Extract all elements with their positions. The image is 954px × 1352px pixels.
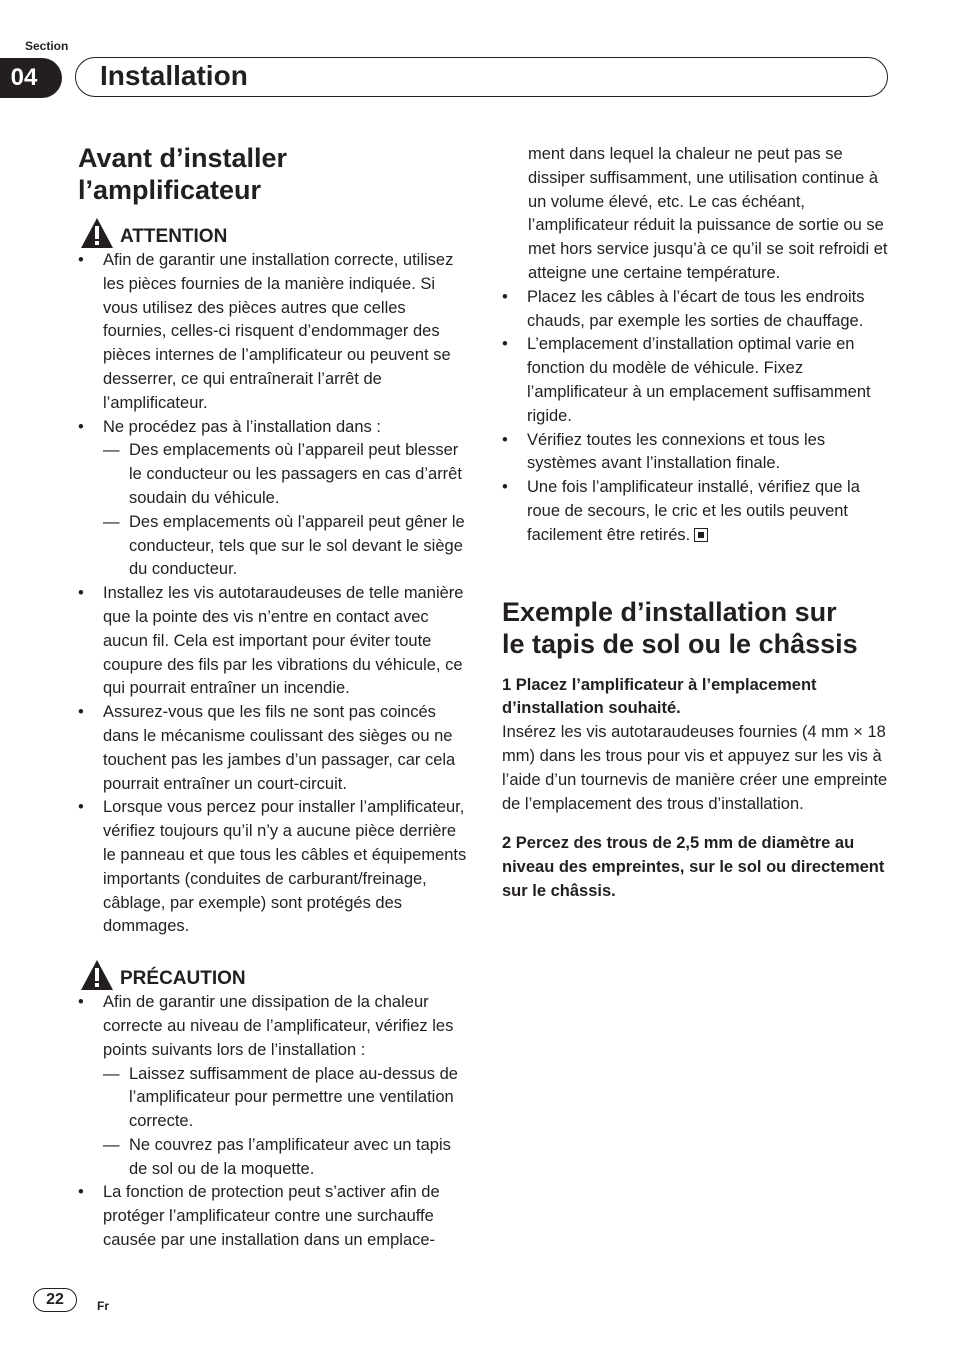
end-of-section-icon xyxy=(694,528,708,542)
list-item xyxy=(502,333,892,428)
attention-list xyxy=(78,249,468,939)
heading-install-example-line1: Exemple d’installation sur xyxy=(502,596,837,627)
section-label: Section xyxy=(25,39,69,53)
left-column xyxy=(78,142,468,1253)
list-item xyxy=(78,701,468,796)
sub-list xyxy=(103,439,468,582)
heading-before-install-line2: l’amplificateur xyxy=(78,175,262,205)
sub-list-item: — Ne couvrez pas l’amplificateur avec un tapis de sol ou de la moquette. xyxy=(103,1134,468,1182)
list-item xyxy=(502,429,892,477)
list-item xyxy=(502,286,892,334)
page-number: 22 xyxy=(33,1288,77,1312)
list-item xyxy=(502,476,892,547)
list-item-text: Ne procédez pas à l’installation dans : xyxy=(103,417,381,436)
list-item-text: L’emplacement d’installation optimal varie en fonction du modèle de véhicule. Fixez l’amplificateur à un emplacement suffisamment rigide. xyxy=(527,335,871,425)
list-item xyxy=(78,796,468,939)
continued-text: ment dans lequel la chaleur ne peut pas se dissiper suffisamment, une utilisation continue à un volume élevé, etc. Le cas échéant, l’amplificateur réduit la puissance de sortie ou se met hors service jusqu’à ce qu’il se soit refroidi et atteigne une certaine température. xyxy=(528,145,888,282)
list-item xyxy=(78,1181,468,1252)
list-item-text: Une fois l’amplificateur installé, vérifiez que la roue de secours, le cric et les outils peuvent facilement être retirés. xyxy=(527,478,860,544)
attention-title: ATTENTION xyxy=(120,226,228,247)
heading-install-example-line2: le tapis de sol ou le châssis xyxy=(502,628,858,659)
right-column xyxy=(502,143,892,904)
list-item xyxy=(78,991,468,1181)
list-item xyxy=(78,582,468,701)
section-title: Installation xyxy=(100,60,248,91)
step-1-title: 1 Placez l’amplificateur à l’emplacement d’installation souhaité. xyxy=(502,675,817,718)
precaution-title: PRÉCAUTION xyxy=(120,968,246,990)
install-tips-list xyxy=(502,286,892,548)
precaution-list xyxy=(78,991,468,1253)
list-item-text: Afin de garantir une dissipation de la chaleur correcte au niveau de l’amplificateur, vérifiez les points suivants lors de l’installation : xyxy=(103,993,454,1059)
sub-list-item: — Des emplacements où l’appareil peut blesser le conducteur ou les passagers en cas d’arrêt soudain du véhicule. xyxy=(103,439,468,510)
list-item-text: Afin de garantir une installation correcte, utilisez les pièces fournies de la manière indiquée. Si vous utilisez des pièces autres que celles fournies, celles-ci risquent d’endommager des pièces internes de l’amplificateur ou peuvent se desserrer, ce qui entraînerait l’arrêt de l’amplificateur. xyxy=(103,251,454,412)
sub-list-item: — Laissez suffisamment de place au-dessus de l’amplificateur pour permettre une ventilation correcte. xyxy=(103,1063,468,1134)
section-number-tab: 04 xyxy=(0,58,62,98)
list-item xyxy=(78,249,468,416)
heading-before-install-line1: Avant d’installer xyxy=(78,143,288,173)
list-item-text: Lorsque vous percez pour installer l’amplificateur, vérifiez toujours qu’il n’y a aucune pièce derrière le panneau et que tous les câbles et équipements importants (conduites de carburant/freinage, câblage, par exemple) sont protégés des dommages. xyxy=(103,798,467,936)
attention-header xyxy=(80,217,468,249)
heading-before-install xyxy=(78,142,468,206)
page-language: Fr xyxy=(97,1299,109,1313)
warning-triangle-icon xyxy=(80,959,114,991)
step-1-body: Insérez les vis autotaraudeuses fournies (4 mm × 18 mm) dans les trous pour vis et appuyez sur les vis à l’aide d’un tournevis de manière créer une empreinte de l’emplacement des trous d’installation. xyxy=(502,723,888,813)
list-item-text: Vérifiez toutes les connexions et tous les systèmes avant l’installation finale. xyxy=(527,430,826,473)
list-item-text: Placez les câbles à l’écart de tous les endroits chauds, par exemple les sorties de chauffage. xyxy=(527,287,865,330)
list-item-text: La fonction de protection peut s’activer afin de protéger l’amplificateur contre une surchauffe causée par une installation dans un emplace- xyxy=(103,1183,440,1250)
heading-install-example xyxy=(502,596,892,660)
sub-list-item: — Des emplacements où l’appareil peut gêner le conducteur, tels que sur le sol devant le siège du conducteur. xyxy=(103,511,468,582)
list-item-text: Assurez-vous que les fils ne sont pas coincés dans le mécanisme coulissant des sièges ou ne touchent pas les jambes d’un passager, car cela pourrait entraîner un court-circuit. xyxy=(103,703,456,793)
sub-list xyxy=(103,1063,468,1182)
warning-triangle-icon xyxy=(80,217,114,249)
step-2-title: 2 Percez des trous de 2,5 mm de diamètre au niveau des empreintes, sur le sol ou directement sur le châssis. xyxy=(502,834,885,900)
precaution-header xyxy=(80,959,468,991)
list-item-text: Installez les vis autotaraudeuses de telle manière que la pointe des vis n’entre en contact avec aucun fil. Cela est important pour éviter toute coupure des fils par les vibrations du véhicule, ce qui pourrait entraîner un incendie. xyxy=(103,584,464,698)
list-item xyxy=(78,416,468,583)
